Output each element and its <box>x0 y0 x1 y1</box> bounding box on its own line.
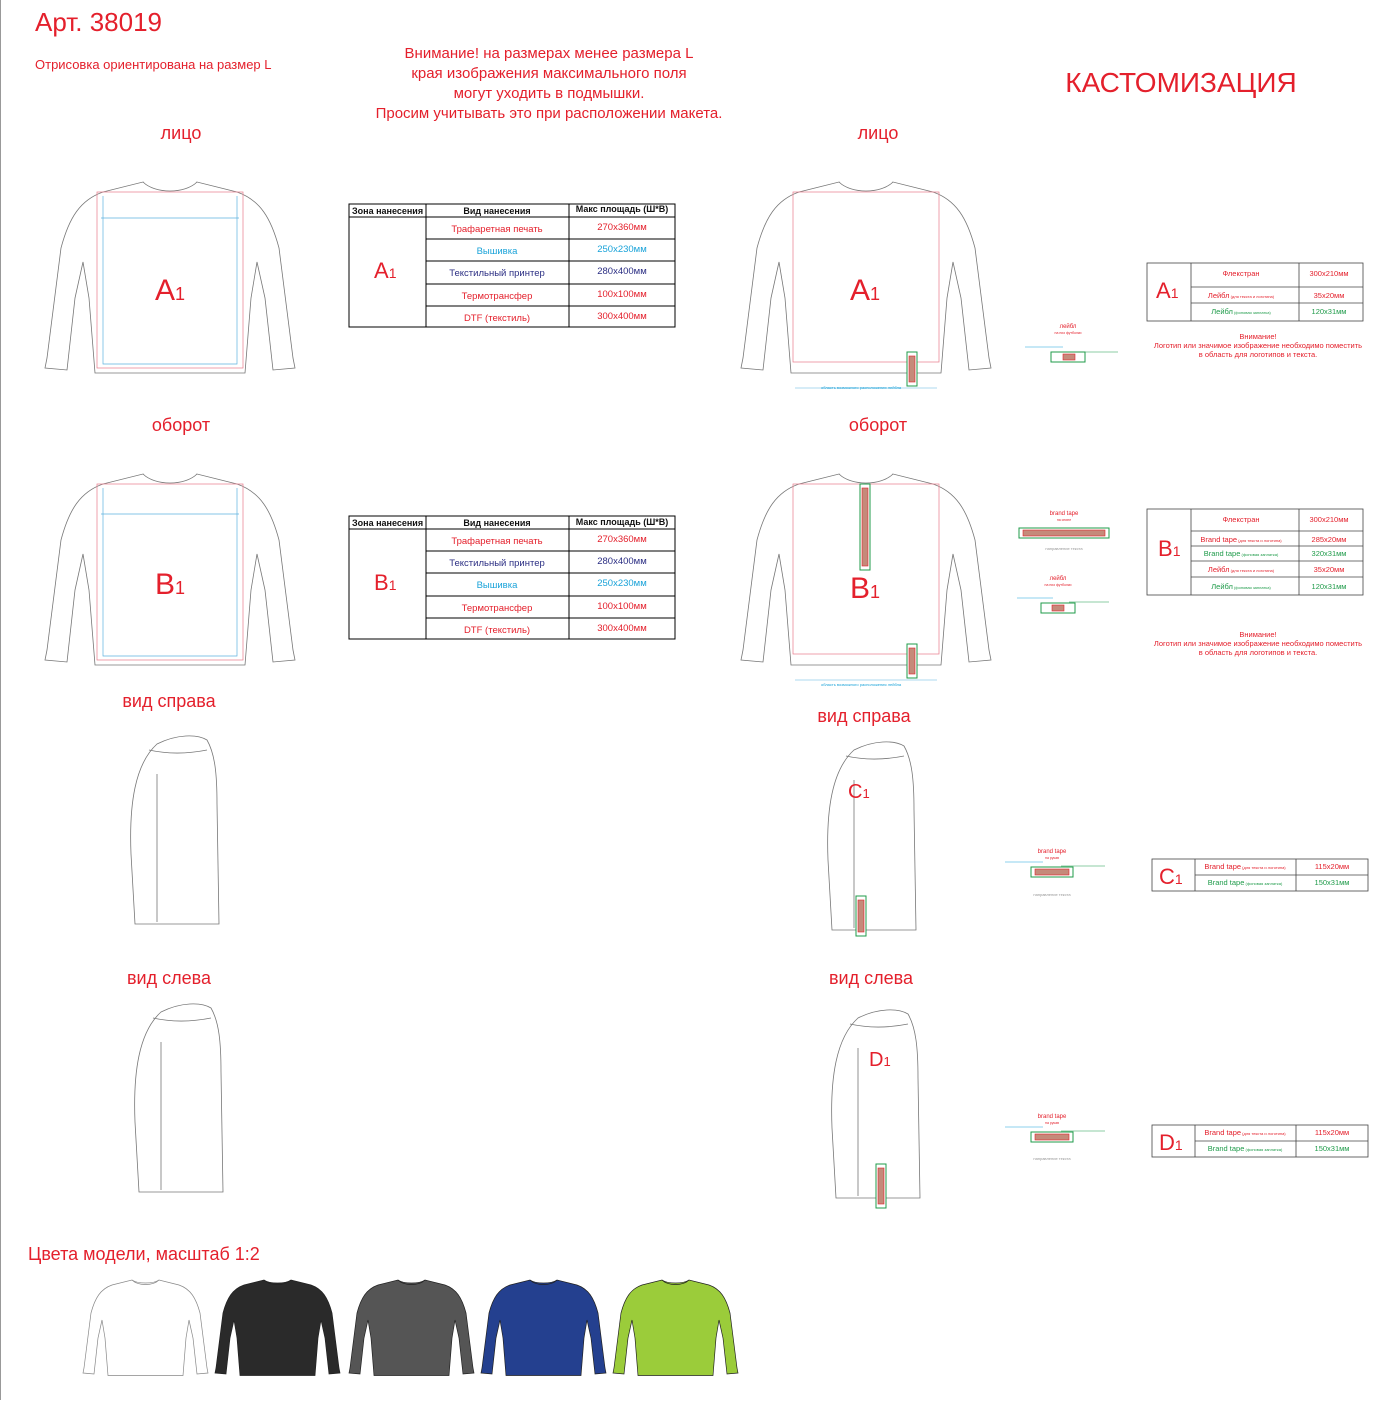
custom-zone-d: D1 <box>869 1049 891 1071</box>
article-number: Арт. 38019 <box>35 7 163 37</box>
custom-table-b <box>1147 509 1363 595</box>
label-scheme-front <box>1025 323 1118 362</box>
custom-item: Лейбл (фоновая заплатка) <box>1211 582 1271 591</box>
custom-zone-c: C1 <box>848 781 870 803</box>
view-label-left: вид слева <box>126 968 212 988</box>
print-method: Трафаретная печать <box>451 536 543 547</box>
table-zone-a: A1 <box>374 258 397 283</box>
custom-item: Флекстран <box>1222 515 1260 524</box>
warning-line: края изображения максимального поля <box>411 65 687 82</box>
print-size: 280х400мм <box>597 266 647 277</box>
print-method: DTF (текстиль) <box>463 625 531 636</box>
scheme-sub: на низ футболки <box>1054 331 1082 335</box>
back-print-table <box>349 516 675 639</box>
print-size: 270х360мм <box>597 534 647 545</box>
attention-line: Внимание! <box>1239 332 1277 341</box>
swatch-graphite <box>349 1280 474 1376</box>
table-rows <box>449 534 647 636</box>
custom-size: 115х20мм <box>1314 1128 1350 1137</box>
custom-size: 150х31мм <box>1314 878 1350 887</box>
attention-line: Логотип или значимое изображение необходимо поместить <box>1153 341 1363 350</box>
table-rows <box>449 222 647 324</box>
zone-b-label: B1 <box>155 568 186 601</box>
view-label-right: вид справа <box>122 691 216 711</box>
print-size: 300х400мм <box>597 623 647 634</box>
custom-item: Brand tape (для текста и логотипа) <box>1204 862 1286 871</box>
custom-item: Лейбл (для текста и логотипа) <box>1207 565 1275 574</box>
colors-title: Цвета модели, масштаб 1:2 <box>28 1244 260 1264</box>
view-label-back: оборот <box>151 415 211 435</box>
print-method: Термотрансфер <box>461 291 533 302</box>
custom-rows <box>1200 515 1348 591</box>
view-label-back: оборот <box>848 415 908 435</box>
header-zone: Зона нанесения <box>352 518 424 528</box>
direction-note: направление текста <box>1033 892 1071 897</box>
tape-scheme-right <box>1005 849 1105 897</box>
print-size: 300х400мм <box>597 311 647 322</box>
color-swatches <box>83 1280 738 1376</box>
header-area: Макс площадь (Ш*В) <box>575 204 669 214</box>
custom-item: Флекстран <box>1222 269 1260 278</box>
custom-item: Лейбл (фоновая заплатка) <box>1211 307 1271 316</box>
scheme-sub: на спине <box>1056 518 1072 522</box>
custom-size: 35х20мм <box>1313 565 1345 574</box>
attention-note-b <box>1154 630 1362 657</box>
custom-table-zone: B1 <box>1158 536 1181 561</box>
scheme-sub: на низ футболки <box>1044 583 1072 587</box>
warning-line: Внимание! на размерах менее размера L <box>404 45 694 62</box>
direction-note: направление текста <box>1045 546 1083 551</box>
print-method: Термотрансфер <box>461 603 533 614</box>
scheme-sub: на рукав <box>1045 1121 1059 1125</box>
custom-size: 300х210мм <box>1309 269 1349 278</box>
scheme-title: лейбл <box>1059 324 1077 330</box>
custom-item: Brand tape (для текста и логотипа) <box>1200 535 1282 544</box>
custom-size: 120х31мм <box>1311 307 1347 316</box>
custom-size: 285х20мм <box>1311 535 1347 544</box>
print-method: Трафаретная печать <box>451 224 543 235</box>
view-label-left: вид слева <box>828 968 914 988</box>
custom-right-side <box>828 742 916 936</box>
custom-table-zone: A1 <box>1156 278 1179 303</box>
label-scheme-back <box>1017 575 1109 613</box>
label-area-note: область возможного расположения лейбла <box>821 385 902 390</box>
customization-title: КАСТОМИЗАЦИЯ <box>1065 67 1297 98</box>
swatch-blue <box>481 1280 606 1376</box>
custom-table-zone: C1 <box>1159 864 1183 889</box>
header-area: Макс площадь (Ш*В) <box>575 517 669 527</box>
print-method: Вышивка <box>476 580 518 591</box>
header-method: Вид нанесения <box>463 206 531 216</box>
print-size: 100х100мм <box>597 601 647 612</box>
attention-note-a <box>1154 332 1362 359</box>
custom-item: Brand tape (для текста и логотипа) <box>1204 1128 1286 1137</box>
scheme-title: brand tape <box>1037 1114 1067 1120</box>
tape-scheme-left <box>1005 1114 1105 1161</box>
direction-note: направление текста <box>1033 1156 1071 1161</box>
size-warning <box>376 45 723 122</box>
right-side-drawing <box>131 736 219 924</box>
warning-line: Просим учитывать это при расположении макета. <box>375 105 723 122</box>
custom-item: Brand tape (фоновая заплатка) <box>1207 1144 1283 1153</box>
swatch-lime <box>613 1280 738 1376</box>
attention-line: в область для логотипов и текста. <box>1198 648 1318 657</box>
header-method: Вид нанесения <box>463 518 531 528</box>
custom-item: Brand tape (фоновая заплатка) <box>1207 878 1283 887</box>
print-size: 280х400мм <box>597 556 647 567</box>
scheme-title: лейбл <box>1049 576 1067 582</box>
table-zone-b: B1 <box>374 570 397 595</box>
swatch-black <box>215 1280 340 1376</box>
view-label-front: лицо <box>160 123 202 143</box>
attention-line: Логотип или значимое изображение необходимо поместить <box>1153 639 1363 648</box>
warning-line: могут уходить в подмышки. <box>453 85 645 102</box>
print-method: DTF (текстиль) <box>463 313 531 324</box>
custom-zone-a: A1 <box>850 274 881 307</box>
custom-table-d <box>1152 1125 1368 1157</box>
scheme-title: brand tape <box>1049 511 1079 517</box>
header-zone: Зона нанесения <box>352 206 424 216</box>
drawing-size-note: Отрисовка ориентирована на размер L <box>35 57 272 72</box>
scheme-sub: на рукав <box>1045 856 1059 860</box>
custom-table-c <box>1152 859 1368 891</box>
custom-size: 35х20мм <box>1313 291 1345 300</box>
label-area-note: область возможного расположения лейбла <box>821 682 902 687</box>
custom-size: 115х20мм <box>1314 862 1350 871</box>
attention-line: Внимание! <box>1239 630 1277 639</box>
attention-line: в область для логотипов и текста. <box>1198 350 1318 359</box>
print-method: Текстильный принтер <box>449 558 545 569</box>
custom-rows <box>1204 862 1349 887</box>
custom-rows <box>1208 269 1349 316</box>
custom-left-side <box>832 1010 920 1208</box>
custom-size: 320х31мм <box>1311 549 1347 558</box>
custom-rows <box>1204 1128 1349 1153</box>
sheet-canvas <box>1 0 1400 1400</box>
custom-item: Лейбл (для текста и логотипа) <box>1207 291 1275 300</box>
scheme-title: brand tape <box>1037 849 1067 855</box>
print-method: Вышивка <box>476 246 518 257</box>
custom-item: Brand tape (фоновая заплатка) <box>1203 549 1279 558</box>
zone-a-label: A1 <box>155 274 186 307</box>
custom-size: 150х31мм <box>1314 1144 1350 1153</box>
print-size: 250х230мм <box>597 244 647 255</box>
front-print-table <box>349 204 675 327</box>
tape-scheme-back <box>1019 511 1109 551</box>
custom-zone-b: B1 <box>850 572 881 605</box>
print-size: 270х360мм <box>597 222 647 233</box>
custom-size: 300х210мм <box>1309 515 1349 524</box>
custom-table-a <box>1147 263 1363 321</box>
view-label-front: лицо <box>857 123 899 143</box>
left-side-drawing <box>135 1004 223 1192</box>
print-size: 250х230мм <box>597 578 647 589</box>
view-label-right: вид справа <box>817 706 911 726</box>
custom-table-zone: D1 <box>1159 1130 1183 1155</box>
print-method: Текстильный принтер <box>449 268 545 279</box>
swatch-white <box>83 1280 208 1376</box>
custom-size: 120х31мм <box>1311 582 1347 591</box>
print-size: 100х100мм <box>597 289 647 300</box>
